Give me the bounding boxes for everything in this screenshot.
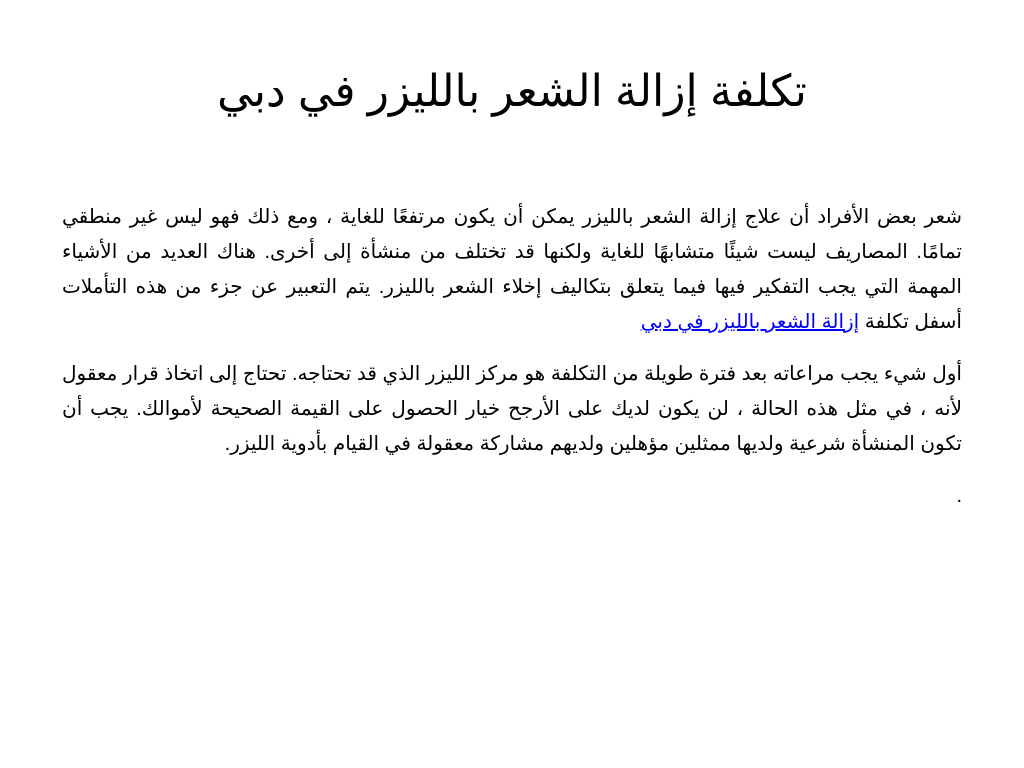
slide-body bbox=[62, 200, 962, 514]
paragraph-2 bbox=[62, 357, 962, 462]
paragraph-1-text: شعر بعض الأفراد أن علاج إزالة الشعر بالليزر يمكن أن يكون مرتفعًا للغاية ، ومع ذلك فهو ليس غير منطقي تمامًا. المصاريف ليست شيئًا متشابهًا للغاية ولكنها قد تختلف من منشأة إلى أخرى. هناك العديد من الأشياء المهمة التي يجب التفكير فيها فيما يتعلق بتكاليف إخلاء الشعر بالليزر. يتم التعبير عن جزء من هذه التأملات أسفل تكلفة bbox=[62, 206, 962, 333]
trailing-mark: . bbox=[956, 485, 962, 507]
paragraph-1 bbox=[62, 200, 962, 340]
paragraph-2-text: أول شيء يجب مراعاته بعد فترة طويلة من التكلفة هو مركز الليزر الذي قد تحتاجه. تحتاج إلى اتخاذ قرار معقول لأنه ، في مثل هذه الحالة ، لن يكون لديك على الأرجح خيار الحصول على القيمة الصحيحة لأموالك. يجب أن تكون المنشأة شرعية ولديها ممثلين مؤهلين ولديهم مشاركة معقولة في القيام بأدوية الليزر. bbox=[62, 363, 962, 455]
slide-title: تكلفة إزالة الشعر بالليزر في دبي bbox=[217, 67, 807, 116]
laser-hair-removal-dubai-link[interactable]: إزالة الشعر بالليزر في دبي bbox=[640, 311, 860, 333]
